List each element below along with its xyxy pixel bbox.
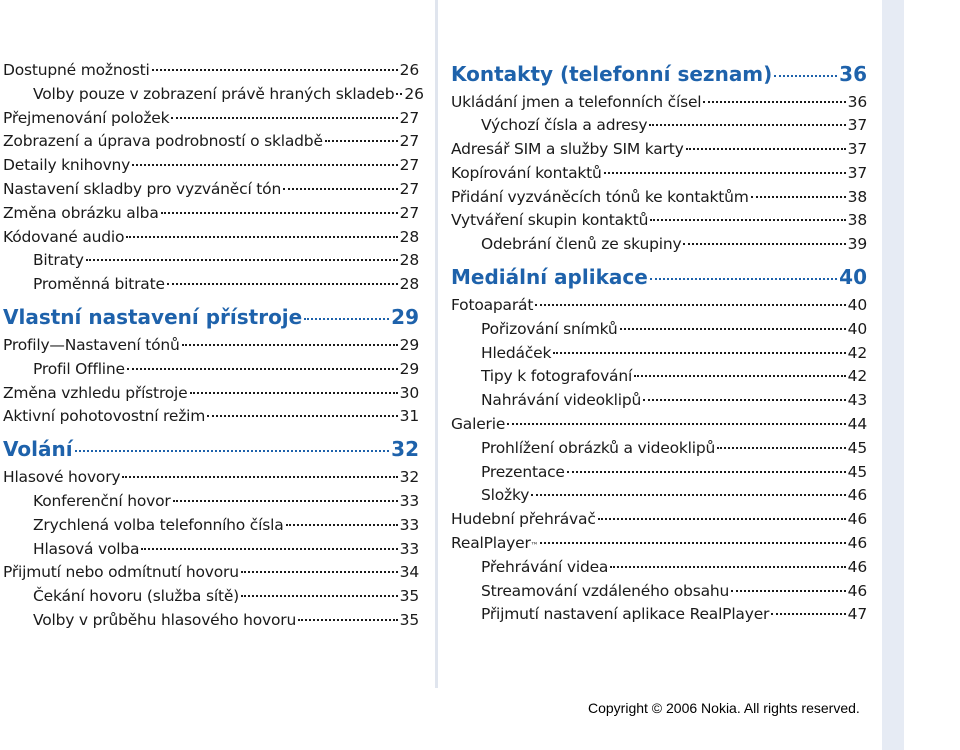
dot-leader bbox=[731, 590, 846, 592]
dot-leader bbox=[717, 447, 846, 449]
dot-leader bbox=[241, 595, 398, 597]
toc-page-number: 42 bbox=[847, 367, 867, 386]
toc-page-number: 34 bbox=[399, 563, 419, 582]
dot-leader bbox=[634, 375, 846, 377]
dot-leader bbox=[304, 318, 389, 320]
dot-leader bbox=[126, 236, 397, 238]
toc-page-number: 32 bbox=[391, 437, 419, 462]
toc-entry[interactable] bbox=[451, 318, 867, 342]
toc-page-number: 47 bbox=[847, 605, 867, 624]
toc-entry-title: Vytváření skupin kontaktů bbox=[451, 211, 649, 230]
toc-entry-title: Prohlížení obrázků a videoklipů bbox=[481, 438, 716, 457]
toc-entry-title: Čekání hovoru (služba sítě) bbox=[33, 587, 239, 606]
toc-page-number: 40 bbox=[847, 319, 867, 338]
toc-entry[interactable] bbox=[3, 585, 419, 609]
toc-entry[interactable]: RealPlayer ™ 46 bbox=[451, 532, 867, 556]
dot-leader bbox=[141, 548, 397, 550]
dot-leader bbox=[283, 188, 398, 190]
toc-entry-title: Dostupné možnosti bbox=[3, 61, 150, 79]
toc-section-heading[interactable] bbox=[3, 297, 419, 334]
dot-leader bbox=[507, 423, 846, 425]
toc-entry[interactable] bbox=[451, 413, 867, 437]
toc-entry[interactable] bbox=[451, 162, 867, 186]
toc-entry-title: Přidání vyzváněcích tónů ke kontaktům bbox=[451, 187, 749, 206]
dot-leader bbox=[171, 117, 397, 119]
toc-page-number: 27 bbox=[399, 203, 419, 222]
toc-page-number: 40 bbox=[839, 265, 867, 290]
toc-entry[interactable] bbox=[451, 556, 867, 580]
toc-entry-title: Odebrání členů ze skupiny bbox=[481, 235, 682, 254]
toc-entry-title: Nastavení skladby pro vyzváněcí tón bbox=[3, 179, 282, 198]
toc-entry[interactable] bbox=[451, 603, 867, 627]
toc-left-column bbox=[3, 59, 424, 633]
dot-leader bbox=[540, 542, 845, 544]
toc-page-number: 37 bbox=[847, 116, 867, 135]
dot-leader bbox=[531, 494, 846, 496]
toc-entry[interactable] bbox=[3, 202, 419, 226]
toc-page-number: 46 bbox=[847, 486, 867, 505]
dot-leader bbox=[553, 352, 845, 354]
toc-entry-title: Konferenční hovor bbox=[33, 491, 171, 510]
toc-entry-title: Složky bbox=[481, 486, 530, 505]
toc-page-number: 27 bbox=[399, 108, 419, 127]
toc-entry[interactable] bbox=[3, 83, 424, 107]
toc-entry[interactable] bbox=[3, 490, 419, 514]
toc-entry-title: Aktivní pohotovostní režim bbox=[3, 407, 206, 426]
toc-entry-title: Volání bbox=[3, 437, 73, 462]
toc-entry-title: Fotoaparát bbox=[451, 296, 534, 315]
toc-page-number: 35 bbox=[399, 587, 419, 606]
toc-entry[interactable] bbox=[451, 233, 867, 257]
toc-entry[interactable] bbox=[3, 538, 419, 562]
toc-entry[interactable] bbox=[451, 580, 867, 604]
toc-entry[interactable] bbox=[3, 178, 419, 202]
toc-entry[interactable] bbox=[451, 461, 867, 485]
dot-leader bbox=[620, 328, 846, 330]
toc-entry-title: Zobrazení a úprava podrobností o skladbě bbox=[3, 132, 323, 151]
toc-page-number: 33 bbox=[399, 539, 419, 558]
toc-page-number: 28 bbox=[399, 275, 419, 294]
toc-entry[interactable] bbox=[3, 334, 419, 358]
dot-leader bbox=[650, 278, 837, 280]
toc-entry-title: Hudební přehrávač bbox=[451, 510, 596, 529]
toc-page-number: 36 bbox=[847, 92, 867, 111]
toc-entry-title: Přejmenování položek bbox=[3, 108, 170, 127]
toc-entry-title: Detaily knihovny bbox=[3, 156, 131, 175]
dot-leader bbox=[643, 399, 846, 401]
toc-page-number: 29 bbox=[399, 359, 419, 378]
toc-page-number: 27 bbox=[399, 179, 419, 198]
toc-entry-title: Volby v průběhu hlasového hovoru bbox=[33, 610, 297, 629]
toc-page-number: 46 bbox=[847, 557, 867, 576]
toc-entry-title: Hlasová volba bbox=[33, 539, 140, 558]
toc-entry-title: Kontakty (telefonní seznam) bbox=[451, 62, 773, 86]
toc-entry[interactable] bbox=[451, 209, 867, 233]
toc-entry[interactable] bbox=[451, 186, 867, 210]
toc-page-number: 35 bbox=[399, 610, 419, 629]
dot-leader bbox=[604, 172, 846, 174]
toc-entry[interactable] bbox=[3, 561, 419, 585]
toc-entry[interactable] bbox=[3, 107, 419, 131]
toc-page-number: 29 bbox=[391, 304, 419, 329]
toc-entry-title: Proměnná bitrate bbox=[33, 275, 165, 294]
dot-leader bbox=[649, 124, 845, 126]
toc-entry-title: Kopírování kontaktů bbox=[451, 163, 602, 182]
dot-leader bbox=[241, 571, 398, 573]
toc-entry-title: Tipy k fotografování bbox=[481, 367, 633, 386]
toc-entry-title: Přehrávání videa bbox=[481, 557, 609, 576]
toc-page-number: 37 bbox=[847, 163, 867, 182]
dot-leader bbox=[286, 524, 398, 526]
dot-leader bbox=[152, 69, 398, 71]
toc-right-column bbox=[451, 59, 867, 627]
toc-entry-title: Prezentace bbox=[481, 462, 565, 481]
toc-entry-title: Adresář SIM a služby SIM karty bbox=[451, 140, 684, 159]
toc-page-number: 39 bbox=[847, 235, 867, 254]
dot-leader bbox=[751, 196, 846, 198]
dot-leader bbox=[598, 518, 846, 520]
toc-page-number: 26 bbox=[404, 84, 424, 103]
dot-leader bbox=[207, 415, 398, 417]
toc-page-number: 45 bbox=[847, 462, 867, 481]
dot-leader bbox=[703, 101, 845, 103]
toc-page-number: 28 bbox=[399, 251, 419, 270]
dot-leader bbox=[771, 613, 845, 615]
toc-entry-title: Přijmutí nebo odmítnutí hovoru bbox=[3, 563, 239, 582]
toc-entry-title: Galerie bbox=[451, 415, 506, 434]
toc-entry-title: Hlasové hovory bbox=[3, 468, 121, 487]
toc-page-number: 29 bbox=[399, 335, 419, 354]
toc-page-number: 32 bbox=[399, 468, 419, 487]
toc-entry-title: Vlastní nastavení přístroje bbox=[3, 304, 303, 329]
toc-page-number: 31 bbox=[399, 407, 419, 426]
toc-page-number: 46 bbox=[847, 510, 867, 529]
toc-page-number: 38 bbox=[847, 211, 867, 230]
dot-leader bbox=[161, 212, 398, 214]
toc-entry[interactable] bbox=[3, 358, 419, 382]
toc-entry[interactable] bbox=[451, 114, 867, 138]
toc-entry[interactable] bbox=[3, 249, 419, 273]
toc-page-number: 30 bbox=[399, 383, 419, 402]
toc-page-number: 45 bbox=[847, 438, 867, 457]
dot-leader bbox=[774, 75, 837, 77]
toc-entry[interactable] bbox=[3, 609, 419, 633]
toc-page-number: 27 bbox=[399, 156, 419, 175]
dot-leader bbox=[86, 259, 398, 261]
toc-entry-title: Změna vzhledu přístroje bbox=[3, 383, 188, 402]
toc-page-number: 43 bbox=[847, 391, 867, 410]
dot-leader bbox=[325, 140, 398, 142]
toc-entry-title: Hledáček bbox=[481, 343, 552, 362]
toc-page-number: 40 bbox=[847, 296, 867, 315]
toc-entry[interactable] bbox=[451, 389, 867, 413]
toc-entry-title: Zrychlená volba telefonního čísla bbox=[33, 515, 284, 534]
copyright-notice: Copyright © 2006 Nokia. All rights reserved. bbox=[588, 700, 860, 716]
toc-entry[interactable] bbox=[3, 405, 419, 429]
toc-page-number: 33 bbox=[399, 491, 419, 510]
dot-leader bbox=[686, 148, 846, 150]
toc-page-number: 38 bbox=[847, 187, 867, 206]
toc-page-number: 27 bbox=[399, 132, 419, 151]
toc-entry-title: Změna obrázku alba bbox=[3, 203, 159, 222]
toc-entry[interactable] bbox=[3, 226, 419, 250]
toc-entry[interactable] bbox=[451, 294, 867, 318]
toc-entry-title: RealPlayer bbox=[451, 534, 531, 553]
toc-entry-title: Pořizování snímků bbox=[481, 319, 618, 338]
toc-entry[interactable] bbox=[451, 437, 867, 461]
toc-page-number: 36 bbox=[839, 62, 867, 86]
toc-section-heading[interactable] bbox=[3, 429, 419, 466]
dot-leader bbox=[182, 344, 398, 346]
toc-page-number: 42 bbox=[847, 343, 867, 362]
toc-entry[interactable] bbox=[3, 466, 419, 490]
dot-leader bbox=[298, 619, 398, 621]
toc-entry[interactable] bbox=[3, 154, 419, 178]
dot-leader bbox=[535, 304, 845, 306]
toc-entry[interactable] bbox=[3, 514, 419, 538]
toc-page-number: 33 bbox=[399, 515, 419, 534]
toc-page-number: 37 bbox=[847, 140, 867, 159]
column-divider bbox=[435, 0, 438, 688]
toc-page-number: 46 bbox=[847, 534, 867, 553]
dot-leader bbox=[567, 471, 846, 473]
toc-entry[interactable] bbox=[451, 508, 867, 532]
toc-entry-title: Nahrávání videoklipů bbox=[481, 391, 642, 410]
toc-entry[interactable] bbox=[451, 91, 867, 115]
toc-entry-title: Profily—Nastavení tónů bbox=[3, 335, 180, 354]
toc-entry[interactable] bbox=[451, 365, 867, 389]
toc-page-number: 44 bbox=[847, 415, 867, 434]
dot-leader bbox=[683, 243, 845, 245]
toc-entry[interactable] bbox=[451, 342, 867, 366]
toc-section-heading[interactable] bbox=[451, 59, 867, 91]
toc-entry-title: Streamování vzdáleného obsahu bbox=[481, 581, 730, 600]
dot-leader bbox=[396, 93, 402, 95]
dot-leader bbox=[127, 368, 398, 370]
dot-leader bbox=[610, 566, 845, 568]
toc-entry-title: Výchozí čísla a adresy bbox=[481, 116, 648, 135]
dot-leader bbox=[167, 283, 398, 285]
dot-leader bbox=[132, 164, 398, 166]
toc-entry[interactable] bbox=[451, 138, 867, 162]
toc-entry-title: Kódované audio bbox=[3, 227, 125, 246]
toc-page-number: 26 bbox=[399, 61, 419, 79]
toc-section-heading[interactable] bbox=[451, 257, 867, 294]
dot-leader bbox=[173, 500, 398, 502]
dot-leader bbox=[75, 450, 390, 452]
dot-leader bbox=[650, 219, 845, 221]
page-edge-strip bbox=[882, 0, 904, 750]
dot-leader bbox=[122, 476, 397, 478]
toc-entry[interactable] bbox=[3, 59, 419, 83]
toc-entry-title: Bitraty bbox=[33, 251, 84, 270]
toc-entry[interactable] bbox=[451, 484, 867, 508]
toc-entry-title: Ukládání jmen a telefonních čísel bbox=[451, 92, 702, 111]
toc-page-number: 46 bbox=[847, 581, 867, 600]
toc-entry[interactable] bbox=[3, 382, 419, 406]
toc-page-number: 28 bbox=[399, 227, 419, 246]
toc-entry-title: Přijmutí nastavení aplikace RealPlayer bbox=[481, 605, 770, 624]
toc-entry-title: Mediální aplikace bbox=[451, 265, 648, 290]
toc-entry[interactable] bbox=[3, 130, 419, 154]
toc-entry-title: Profil Offline bbox=[33, 359, 125, 378]
dot-leader bbox=[190, 392, 398, 394]
toc-entry-title: Volby pouze v zobrazení právě hraných skladeb bbox=[33, 84, 395, 103]
toc-entry[interactable] bbox=[3, 273, 419, 297]
